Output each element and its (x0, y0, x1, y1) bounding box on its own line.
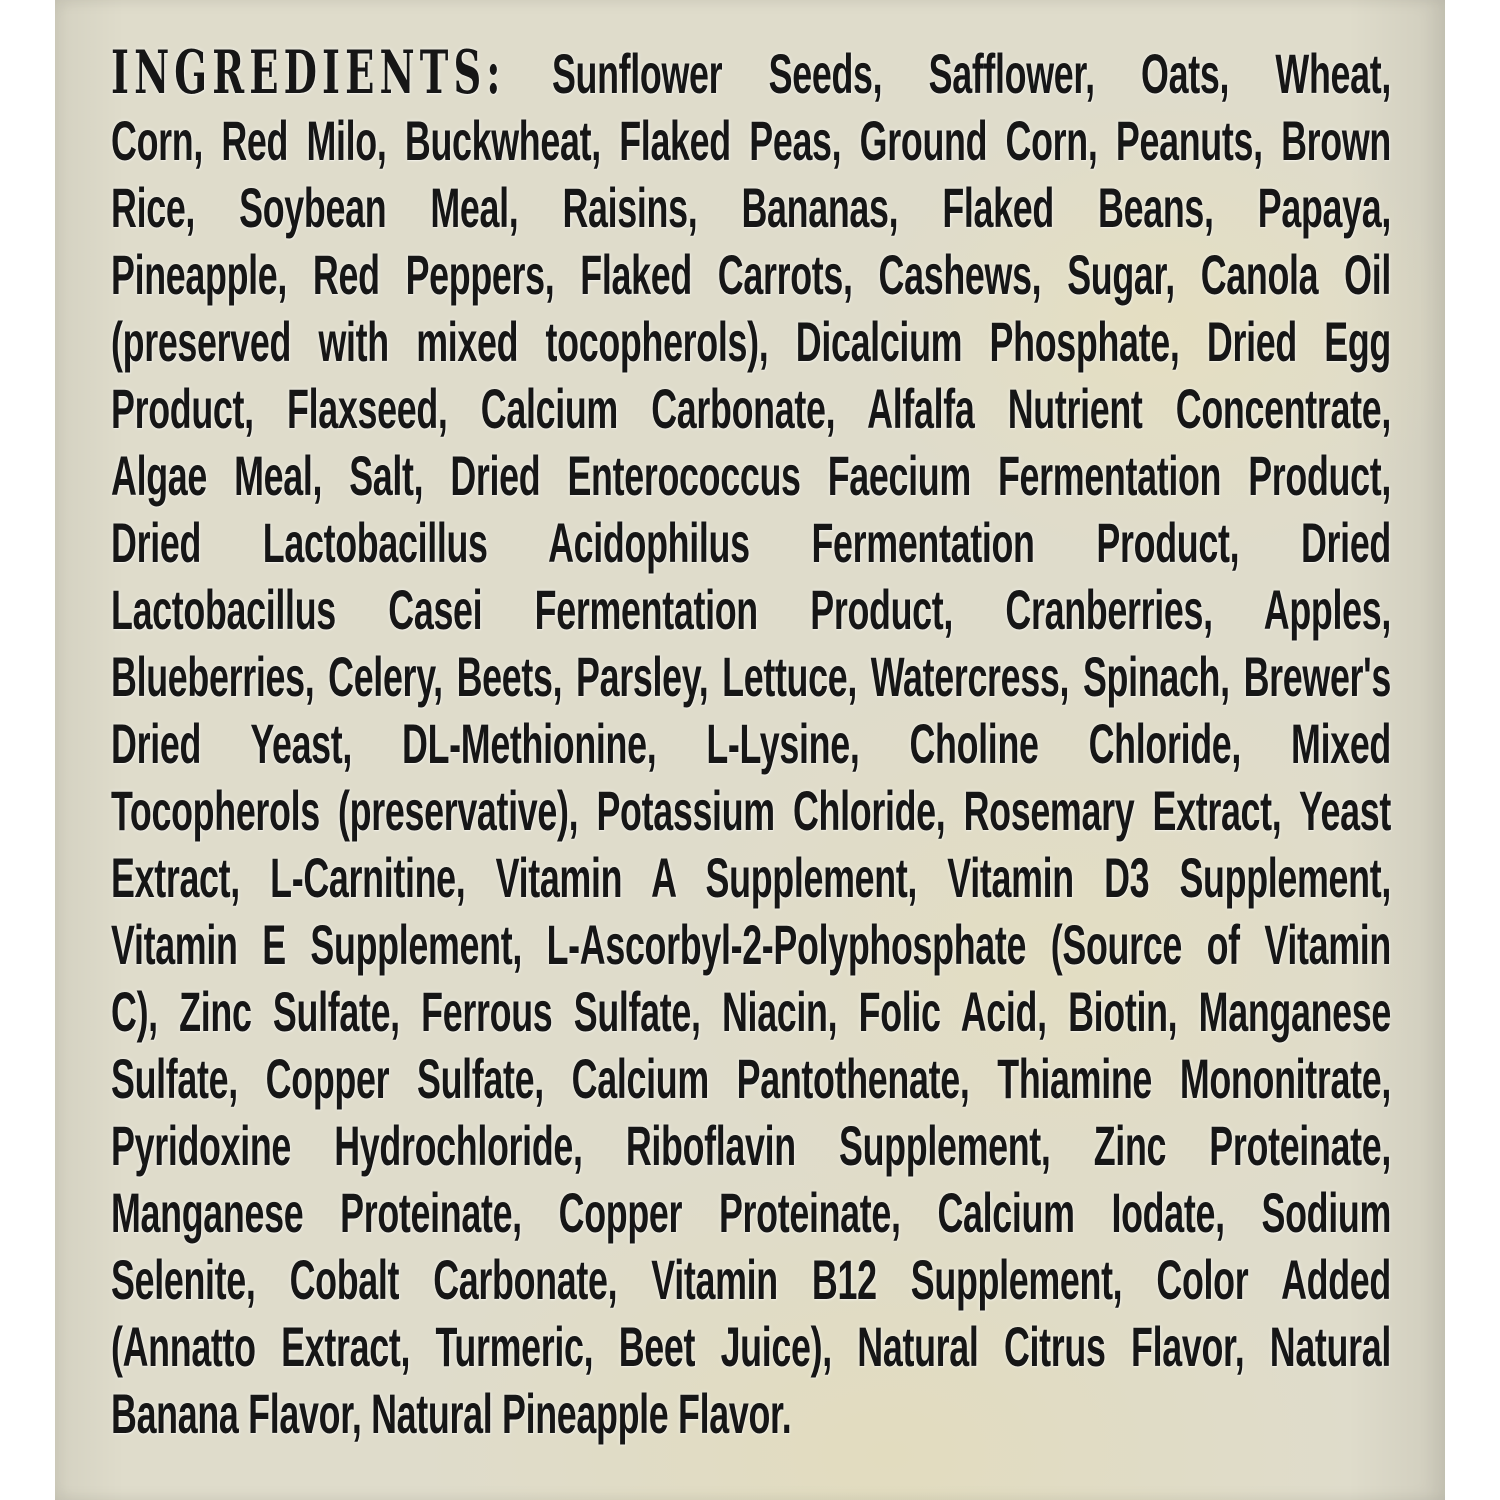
ingredients-line-9: Lactobacillus Casei Fermentation Product, Cranberries, Apples, (111, 578, 1391, 641)
ingredients-line-2: Corn, Red Milo, Buckwheat, Flaked Peas, Ground Corn, Peanuts, Brown (111, 109, 1391, 172)
ingredients-label (55, 0, 1445, 1500)
ingredients-line-12: Tocopherols (preservative), Potassium Chloride, Rosemary Extract, Yeast (111, 779, 1391, 842)
ingredients-line-10: Blueberries, Celery, Beets, Parsley, Lettuce, Watercress, Spinach, Brewer's (111, 645, 1391, 708)
ingredients-line-11: Dried Yeast, DL-Methionine, L-Lysine, Choline Chloride, Mixed (111, 712, 1391, 775)
ingredients-line-3: Rice, Soybean Meal, Raisins, Bananas, Flaked Beans, Papaya, (111, 176, 1391, 239)
ingredients-line-1 (111, 40, 1391, 107)
ingredients-line-4: Pineapple, Red Peppers, Flaked Carrots, Cashews, Sugar, Canola Oil (111, 243, 1391, 306)
ingredients-line-19: Selenite, Cobalt Carbonate, Vitamin B12 Supplement, Color Added (111, 1248, 1391, 1311)
ingredients-line-18: Manganese Proteinate, Copper Proteinate, Calcium Iodate, Sodium (111, 1181, 1391, 1244)
ingredients-line-14: Vitamin E Supplement, L-Ascorbyl-2-Polyphosphate (Source of Vitamin (111, 913, 1391, 976)
ingredients-line-8: Dried Lactobacillus Acidophilus Fermentation Product, Dried (111, 511, 1391, 574)
ingredients-line-15: C), Zinc Sulfate, Ferrous Sulfate, Niacin, Folic Acid, Biotin, Manganese (111, 980, 1391, 1043)
ingredients-line-5: (preserved with mixed tocopherols), Dicalcium Phosphate, Dried Egg (111, 310, 1391, 373)
ingredients-text-block (111, 40, 1391, 1447)
ingredients-line-21: Banana Flavor, Natural Pineapple Flavor. (111, 1382, 792, 1445)
ingredients-line-20: (Annatto Extract, Turmeric, Beet Juice), Natural Citrus Flavor, Natural (111, 1315, 1391, 1378)
ingredients-line-17: Pyridoxine Hydrochloride, Riboflavin Supplement, Zinc Proteinate, (111, 1114, 1391, 1177)
ingredients-line-16: Sulfate, Copper Sulfate, Calcium Pantothenate, Thiamine Mononitrate, (111, 1047, 1391, 1110)
ingredients-line-13: Extract, L-Carnitine, Vitamin A Supplement, Vitamin D3 Supplement, (111, 846, 1391, 909)
ingredients-line-6: Product, Flaxseed, Calcium Carbonate, Alfalfa Nutrient Concentrate, (111, 377, 1391, 440)
ingredients-line-1-text: Sunflower Seeds, Safflower, Oats, Wheat, (551, 42, 1391, 105)
ingredients-line-7: Algae Meal, Salt, Dried Enterococcus Faecium Fermentation Product, (111, 444, 1391, 507)
ingredients-heading: INGREDIENTS: (111, 38, 506, 108)
